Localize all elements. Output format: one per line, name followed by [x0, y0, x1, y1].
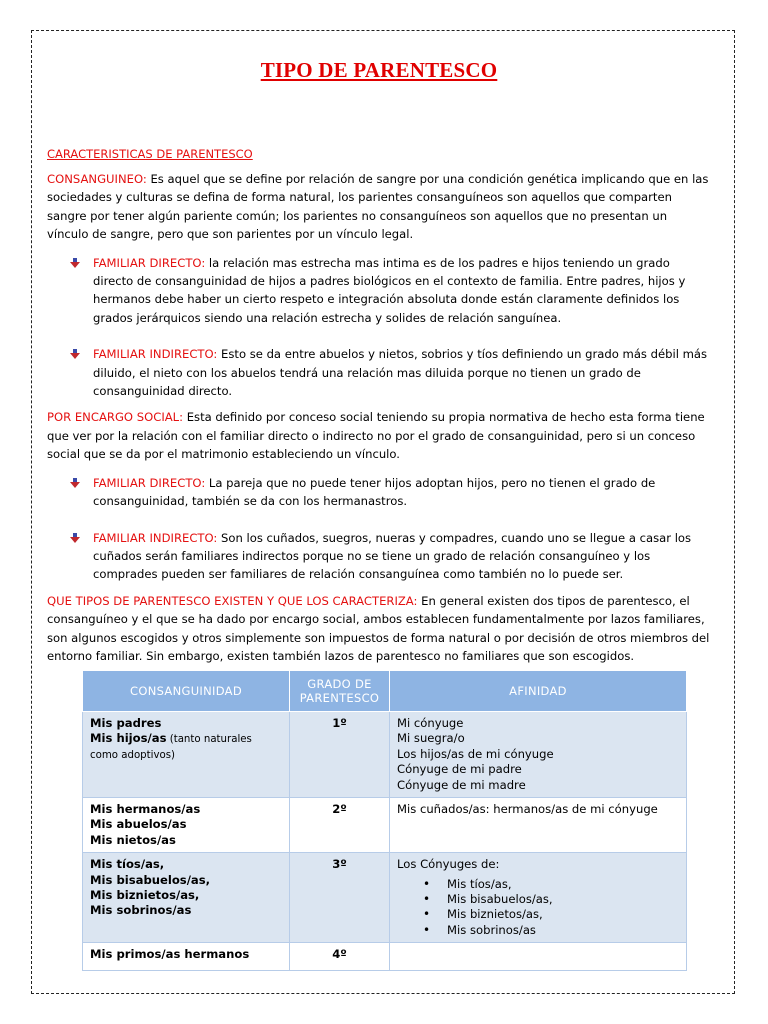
affinity-item: Mis cuñados/as: hermanos/as de mi cónyuge: [397, 802, 658, 817]
relative-item: [90, 731, 282, 762]
afinidad-cell: [390, 798, 687, 853]
encargo-paragraph: [47, 408, 711, 463]
grado-cell: 1º: [290, 712, 390, 798]
affinity-list: [397, 877, 679, 939]
table-row: [83, 853, 687, 943]
header-afinidad: AFINIDAD: [390, 671, 687, 712]
encargo-bullets: [47, 474, 711, 584]
relative-item: Mis biznietos/as,: [90, 888, 200, 903]
affinity-item: Los hijos/as de mi cónyuge: [397, 746, 554, 761]
header-consanguinidad: CONSANGUINIDAD: [83, 671, 290, 712]
tipos-label: QUE TIPOS DE PARENTESCO EXISTEN Y QUE LOS CARACTERIZA:: [47, 593, 418, 608]
bullet-text: Son los cuñados, suegros, nueras y compadres, cuando uno se llegue a casar los cuñados serán familiares indirectos porque no se tiene un grado de relación consanguíneo y los comprades pueden ser familiares de relación consanguínea como también no lo puede ser.: [93, 530, 692, 582]
consanguinidad-cell: [83, 712, 290, 798]
affinity-item: Mi suegra/o: [397, 731, 465, 746]
list-item: [93, 474, 711, 511]
list-item: • Mis sobrinos/as: [447, 923, 679, 938]
arrow-bullet-icon: [69, 533, 81, 543]
bullet-text: La pareja que no puede tener hijos adoptan hijos, pero no tienen el grado de consanguinidad, también se da con los hermanastros.: [93, 475, 656, 509]
consanguinidad-cell: [83, 798, 290, 853]
arrow-bullet-icon: [69, 478, 81, 488]
afinidad-cell: [390, 853, 687, 943]
table-row: [83, 712, 687, 798]
table-row: [83, 798, 687, 853]
relative-note: (tanto naturales como adoptivos): [90, 734, 252, 761]
relative-item: Mis tíos/as,: [90, 857, 165, 872]
affinity-title: Los Cónyuges de:: [397, 857, 500, 872]
relative-item: Mis sobrinos/as: [90, 903, 192, 918]
arrow-bullet-icon: [69, 258, 81, 268]
list-item: [93, 529, 711, 584]
grado-cell: 2º: [290, 798, 390, 853]
list-item: • Mis biznietos/as,: [447, 907, 679, 922]
page-title: TIPO DE PARENTESCO: [260, 58, 498, 82]
tipos-text: En general existen dos tipos de parentesco, el consanguíneo y el que se ha dado por encargo social, ambos establecen fundamentalmente por lazos familiares, son algunos escogidos y otros simplemente son impuestos de forma natural o por decisión de otros miembros del entorno familiar. Sin embargo, existen también lazos de parentesco no familiares que son escogidos.: [47, 593, 710, 663]
relative-text: Mis hijos/as: [90, 731, 167, 746]
bullet-label: FAMILIAR INDIRECTO:: [93, 530, 218, 545]
bullet-text: la relación mas estrecha mas intima es de los padres e hijos teniendo un grado directo de consanguinidad de hijos a padres biológicos en el contexto de familia. Entre padres, hijos y hermanos debe haber un cierto respeto e integración absoluta donde están claramente definidos los grados jerárquicos siendo una relación estrecha y solides de relación sanguínea.: [93, 255, 686, 325]
afinidad-cell: [390, 943, 687, 971]
consanguineo-bullets: [47, 254, 711, 401]
affinity-item: Cónyuge de mi madre: [397, 777, 526, 792]
list-item: • Mis bisabuelos/as,: [447, 892, 679, 907]
relative-item: Mis abuelos/as: [90, 817, 187, 832]
encargo-text: Esta definido por conceso social teniendo su propia normativa de hecho esta forma tiene que ver por la relación con el familiar directo o indirecto no por el grado de consanguinidad, pero si un conceso social que se da por el matrimonio estableciendo un vínculo.: [47, 410, 705, 462]
table-row: [83, 943, 687, 971]
table-header-row: [83, 671, 687, 712]
relative-item: Mis nietos/as: [90, 832, 176, 847]
bullet-label: FAMILIAR INDIRECTO:: [93, 347, 218, 362]
consanguinidad-cell: [83, 853, 290, 943]
grado-cell: 4º: [290, 943, 390, 971]
list-item: • Mis tíos/as,: [447, 877, 679, 892]
document-body: [47, 58, 711, 675]
header-grado: GRADO DE PARENTESCO: [290, 671, 390, 712]
affinity-item: Mi cónyuge: [397, 716, 464, 730]
encargo-label: POR ENCARGO SOCIAL:: [47, 410, 184, 425]
consanguineo-text: Es aquel que se define por relación de sangre por una condición genética implicando que en las sociedades y culturas se defina de forma natural, los parientes consanguíneos son aquellos que comparten sangre por tener algún pariente común; los parientes no consanguíneos son aquellos que no presentan un vínculo de sangre, pero que son parientes por un vínculo legal.: [47, 172, 709, 242]
afinidad-cell: [390, 712, 687, 798]
affinity-item: Cónyuge de mi padre: [397, 762, 522, 777]
bullet-label: FAMILIAR DIRECTO:: [93, 255, 206, 270]
list-item: [93, 254, 711, 328]
tipos-paragraph: [47, 592, 711, 666]
bullet-label: FAMILIAR DIRECTO:: [93, 475, 206, 490]
section-heading: CARACTERISTICAS DE PARENTESCO: [47, 147, 253, 161]
relative-item: Mis hermanos/as: [90, 802, 201, 817]
consanguinidad-cell: [83, 943, 290, 971]
arrow-bullet-icon: [69, 349, 81, 359]
grado-cell: 3º: [290, 853, 390, 943]
relative-item: Mis bisabuelos/as,: [90, 872, 211, 887]
kinship-table: [82, 670, 687, 971]
consanguineo-label: CONSANGUINEO:: [47, 172, 147, 186]
relative-item: Mis padres: [90, 716, 162, 730]
consanguineo-paragraph: [47, 170, 711, 244]
list-item: [93, 345, 711, 400]
bullet-text: Esto se da entre abuelos y nietos, sobrios y tíos definiendo un grado más débil más diluido, el nieto con los abuelos tendrá una relación mas diluida porque no tienen un grado de consanguinidad directo.: [93, 347, 708, 399]
relative-item: Mis primos/as hermanos: [90, 947, 250, 962]
